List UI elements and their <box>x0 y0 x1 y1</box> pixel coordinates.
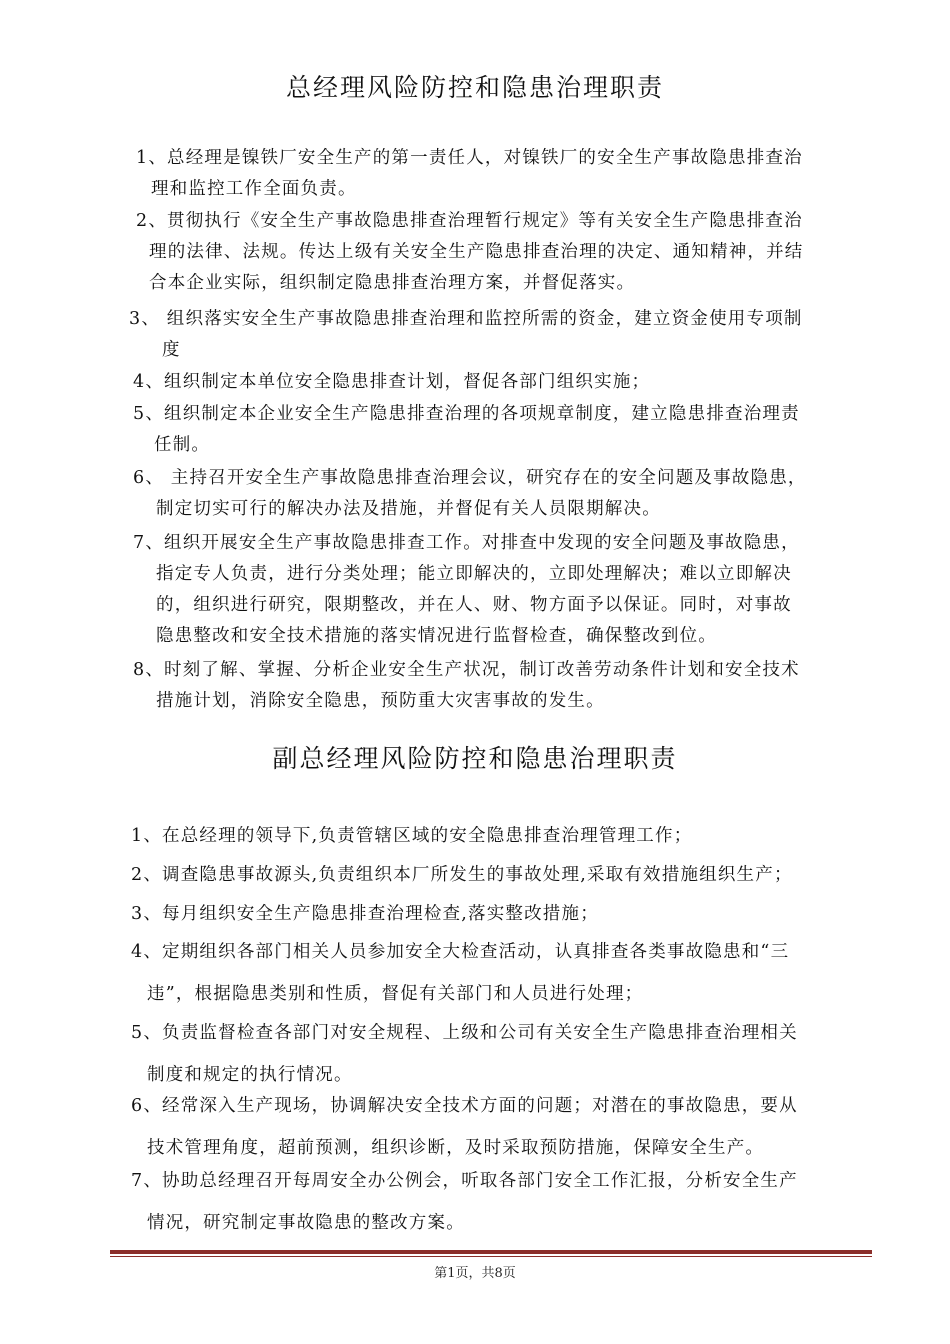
duty-line: 1、总经理是镍铁厂安全生产的第一责任人，对镍铁厂的安全生产事故隐患排查治 <box>136 148 803 168</box>
duty-line: 合本企业实际，组织制定隐患排查治理方案，并督促落实。 <box>149 273 636 293</box>
duty-line: 3、 组织落实安全生产事故隐患排查治理和监控所需的资金，建立资金使用专项制 <box>129 309 803 329</box>
duty-line: 度 <box>162 340 181 360</box>
duty-line: 6、 主持召开安全生产事故隐患排查治理会议，研究存在的安全问题及事故隐患， <box>133 468 807 488</box>
duty-line: 指定专人负责，进行分类处理；能立即解决的，立即处理解决；难以立即解决 <box>156 564 792 584</box>
duty-item <box>129 304 869 366</box>
duty-line: 情况，研究制定事故隐患的整改方案。 <box>147 1213 465 1233</box>
duty-line: 的，组织进行研究，限期整改，并在人、财、物方面予以保证。同时，对事故 <box>156 595 792 615</box>
page-number: 第1页，共8页 <box>434 1266 516 1281</box>
duty-line: 8、时刻了解、掌握、分析企业安全生产状况，制订改善劳动条件计划和安全技术 <box>133 660 800 680</box>
duty-line: 7、组织开展安全生产事故隐患排查工作。对排查中发现的安全问题及事故隐患， <box>133 533 800 553</box>
duty-line: 理和监控工作全面负责。 <box>151 179 357 199</box>
duty-line: 5、组织制定本企业安全生产隐患排查治理的各项规章制度，建立隐患排查治理责 <box>133 404 800 424</box>
duty-item <box>133 463 873 525</box>
duty-item <box>133 528 873 652</box>
duty-line: 理的法律、法规。传达上级有关安全生产隐患排查治理的决定、通知精神，并结 <box>149 242 804 262</box>
duty-item <box>136 143 876 205</box>
duty-item <box>133 399 873 461</box>
duty-line: 任制。 <box>154 435 211 455</box>
duty-line: 违”，根据隐患类别和性质，督促有关部门和人员进行处理； <box>147 984 644 1004</box>
duty-line: 4、定期组织各部门相关人员参加安全大检查活动，认真排查各类事故隐患和“三 <box>131 942 790 962</box>
duty-item <box>131 1085 871 1169</box>
section1-title: 总经理风险防控和隐患治理职责 <box>285 73 664 102</box>
duty-line: 2、调查隐患事故源头,负责组织本厂所发生的事故处理,采取有效措施组织生产； <box>131 865 793 885</box>
duty-item <box>133 367 873 398</box>
duty-line: 隐患整改和安全技术措施的落实情况进行监督检查，确保整改到位。 <box>156 626 717 646</box>
duty-item <box>131 1160 871 1244</box>
section2-title: 副总经理风险防控和隐患治理职责 <box>272 744 678 773</box>
duty-item <box>131 815 871 857</box>
footer-rule-thin <box>110 1256 872 1257</box>
duty-item <box>131 854 871 896</box>
duty-line: 技术管理角度，超前预测，组织诊断，及时采取预防措施，保障安全生产。 <box>147 1138 765 1158</box>
duty-line: 6、经常深入生产现场，协调解决安全技术方面的问题；对潜在的事故隐患，要从 <box>131 1096 798 1116</box>
duty-item <box>131 1012 871 1096</box>
duty-line: 2、贯彻执行《安全生产事故隐患排查治理暂行规定》等有关安全生产隐患排查治 <box>136 211 803 231</box>
footer-rule <box>110 1250 872 1254</box>
duty-line: 3、每月组织安全生产隐患排查治理检查,落实整改措施； <box>131 904 599 924</box>
duty-item <box>133 655 873 717</box>
duty-line: 4、组织制定本单位安全隐患排查计划，督促各部门组织实施； <box>133 372 651 392</box>
duty-line: 措施计划，消除安全隐患，预防重大灾害事故的发生。 <box>156 691 605 711</box>
duty-line: 7、协助总经理召开每周安全办公例会，听取各部门安全工作汇报，分析安全生产 <box>131 1171 798 1191</box>
duty-line: 1、在总经理的领导下,负责管辖区域的安全隐患排查治理管理工作； <box>131 826 693 846</box>
duty-line: 5、负责监督检查各部门对安全规程、上级和公司有关安全生产隐患排查治理相关 <box>131 1023 798 1043</box>
duty-item <box>136 206 876 299</box>
duty-item <box>131 893 871 935</box>
duty-line: 制定切实可行的解决办法及措施，并督促有关人员限期解决。 <box>156 499 661 519</box>
duty-line: 制度和规定的执行情况。 <box>147 1065 353 1085</box>
duty-item <box>131 931 871 1015</box>
